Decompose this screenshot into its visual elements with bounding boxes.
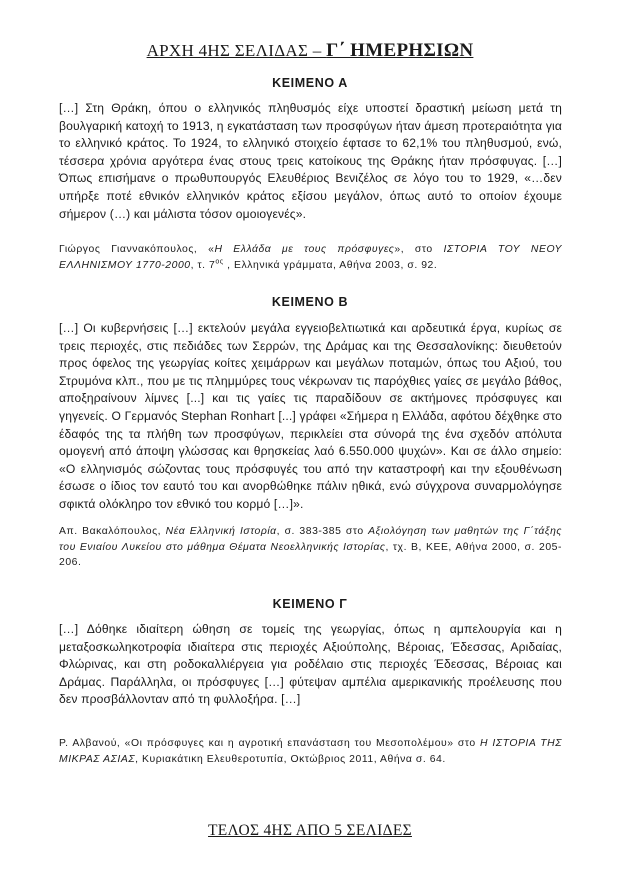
text-c-source-rest: , Κυριακάτικη Ελευθεροτυπία, Οκτώβριος 2011, Αθήνα σ. 64. — [135, 753, 446, 765]
header-prefix: ΑΡΧΗ 4ΗΣ ΣΕΛΙΔΑΣ – — [146, 41, 327, 60]
text-a-body: […] Στη Θράκη, όπου ο ελληνικός πληθυσμός είχε υποστεί δραστική μείωση μετά τη βουλγαρική κατοχή το 1913, η εγκατάσταση των προσφύγων ήταν άμεση προτεραιότητα για το ελληνικό κράτος. Το 1924, το ελληνικό στοιχείο έφτασε το 62,1% του πληθυσμού, ενώ, τέσσερα χρόνια αργότερα ένας στους τρεις κατοίκους της Θράκης ήταν πρόσφυγας. […] Όπως επισήμανε ο πρωθυπουργός Ελευθέριος Βενιζέλος σε λόγο του το 1929, «…δεν υπήρξε ποτέ εθνικόν ελληνικόν κράτος εξίσου μεγάλον, όπως αυτό το οποίον έχουμε σήμερον (…) και μάλιστα τόσον ομοιογενές». — [59, 101, 562, 221]
text-b-body: […] Οι κυβερνήσεις […] εκτελούν μεγάλα εγγειοβελτιωτικά και αρδευτικά έργα, κυρίως σε τρεις περιοχές, στις πεδιάδες των Σερρών, της Δράμας και της Θεσσαλονίκης: διευθετούν προς όφελος της γεωργίας κοίτες χειμάρρων και μεγάλων ποταμών, όπως του Αξιού, του Στρυμόνα κλπ., που με τις πλημμύρες τους νέκρωναν τις παρόχθιες γαίες σε μεγάλο βάθος, αποξηραίνουν λίμνες [...] και τις γαίες τις παραδίδουν σε ακτήμονες πρόσφυγες και γηγενείς. Ο Γερμανός Stephan Ronhart [...] γράφει «Σήμερα η Ελλάδα, αφότου δέχθηκε στο έδαφός της τα πλήθη των προσφύγων, περικλείει στα σύνορά της ένα σχεδόν απόλυτα ομογενή από άποψη γλώσσας και θρησκείας λαό 6.550.000 ψυχών». Και σε άλλο σημείο: «Ο ελληνισμός σώζοντας τους πρόσφυγές του από την καταστροφή και την εξουθένωση έσωσε ο ίδιος τον εαυτό του και ανορθώθηκε πάλιν ηθικά, ενώ σύγχρονα συναρμολόγησε σφικτά ολόκληρο τον εθνικό του κορμό […]». — [59, 321, 562, 511]
text-c-source-book: Η ΙΣΤΟΡΙΑ ΤΗΣ ΜΙΚΡΑΣ ΑΣΙΑΣ — [59, 738, 563, 765]
text-a-source-title: Η Ελλάδα με τους πρόσφυγες — [214, 244, 395, 255]
text-a-source-author: Γιώργος Γιαννακόπουλος, « — [59, 244, 215, 255]
text-b-source-collection: Αξιολόγηση των μαθητών της Γ΄τάξης του Ενιαίου Λυκείου στο μάθημα Θέματα Νεοελληνικής Ιστορίας — [59, 526, 562, 553]
text-c-source — [59, 736, 562, 767]
text-a-source-book: ΙΣΤΟΡΙΑ ΤΟΥ ΝΕΟΥ ΕΛΛΗΝΙΣΜΟΥ 1770-2000 — [59, 244, 562, 271]
text-a-source-vol-sup: ος — [215, 258, 224, 266]
text-c-body: […] Δόθηκε ιδιαίτερη ώθηση σε τομείς της γεωργίας, όπως η αμπελουργία και η μεταξοσκωληκοτροφία ιδιαίτερα στις περιοχές Αξιούπολης, Βέροιας, Έδεσσας, Αριδαίας, Φλώρινας, και στη ροδοκαλλιέργεια για ροδέλαιο στις περιοχές Έδεσσας, Βέροιας και Δράμας. Παράλληλα, οι πρόσφυγες […] φύτεψαν αμπέλια αμερικανικής προέλευσης που δεν προσβάλλονταν από τη φυλλοξήρα. […] — [59, 622, 562, 707]
text-b-source — [59, 524, 562, 571]
text-c-source-author: Ρ. Αλβανού, «Οι πρόσφυγες και η αγροτική επανάσταση του Μεσοπολέμου» στο — [59, 738, 481, 749]
text-a-source-rest: , Ελληνικά γράμματα, Αθήνα 2003, σ. 92. — [223, 259, 438, 271]
text-b-source-book: Νέα Ελληνική Ιστορία — [165, 526, 277, 537]
text-b-source-author: Απ. Βακαλόπουλος, — [59, 526, 166, 537]
text-b-source-mid: , σ. 383-385 στο — [276, 526, 369, 537]
text-c-title: ΚΕΙΜΕΝΟ Γ — [272, 597, 348, 611]
text-b-title: ΚΕΙΜΕΝΟ Β — [271, 295, 349, 309]
text-a-source-vol: , τ. 7 — [190, 259, 216, 271]
text-a-source-mid: », στο — [394, 244, 444, 255]
page-header — [0, 40, 620, 62]
text-b-source-rest: , τχ. Β, ΚΕΕ, Αθήνα 2000, σ. 205-206. — [59, 541, 563, 568]
text-a-title: ΚΕΙΜΕΝΟ Α — [272, 76, 348, 90]
page-footer: ΤΕΛΟΣ 4ΗΣ ΑΠΟ 5 ΣΕΛΙΔΕΣ — [208, 822, 412, 839]
text-a-source — [59, 242, 562, 273]
header-grade: Γ΄ ΗΜΕΡΗΣΙΩΝ — [326, 40, 474, 61]
